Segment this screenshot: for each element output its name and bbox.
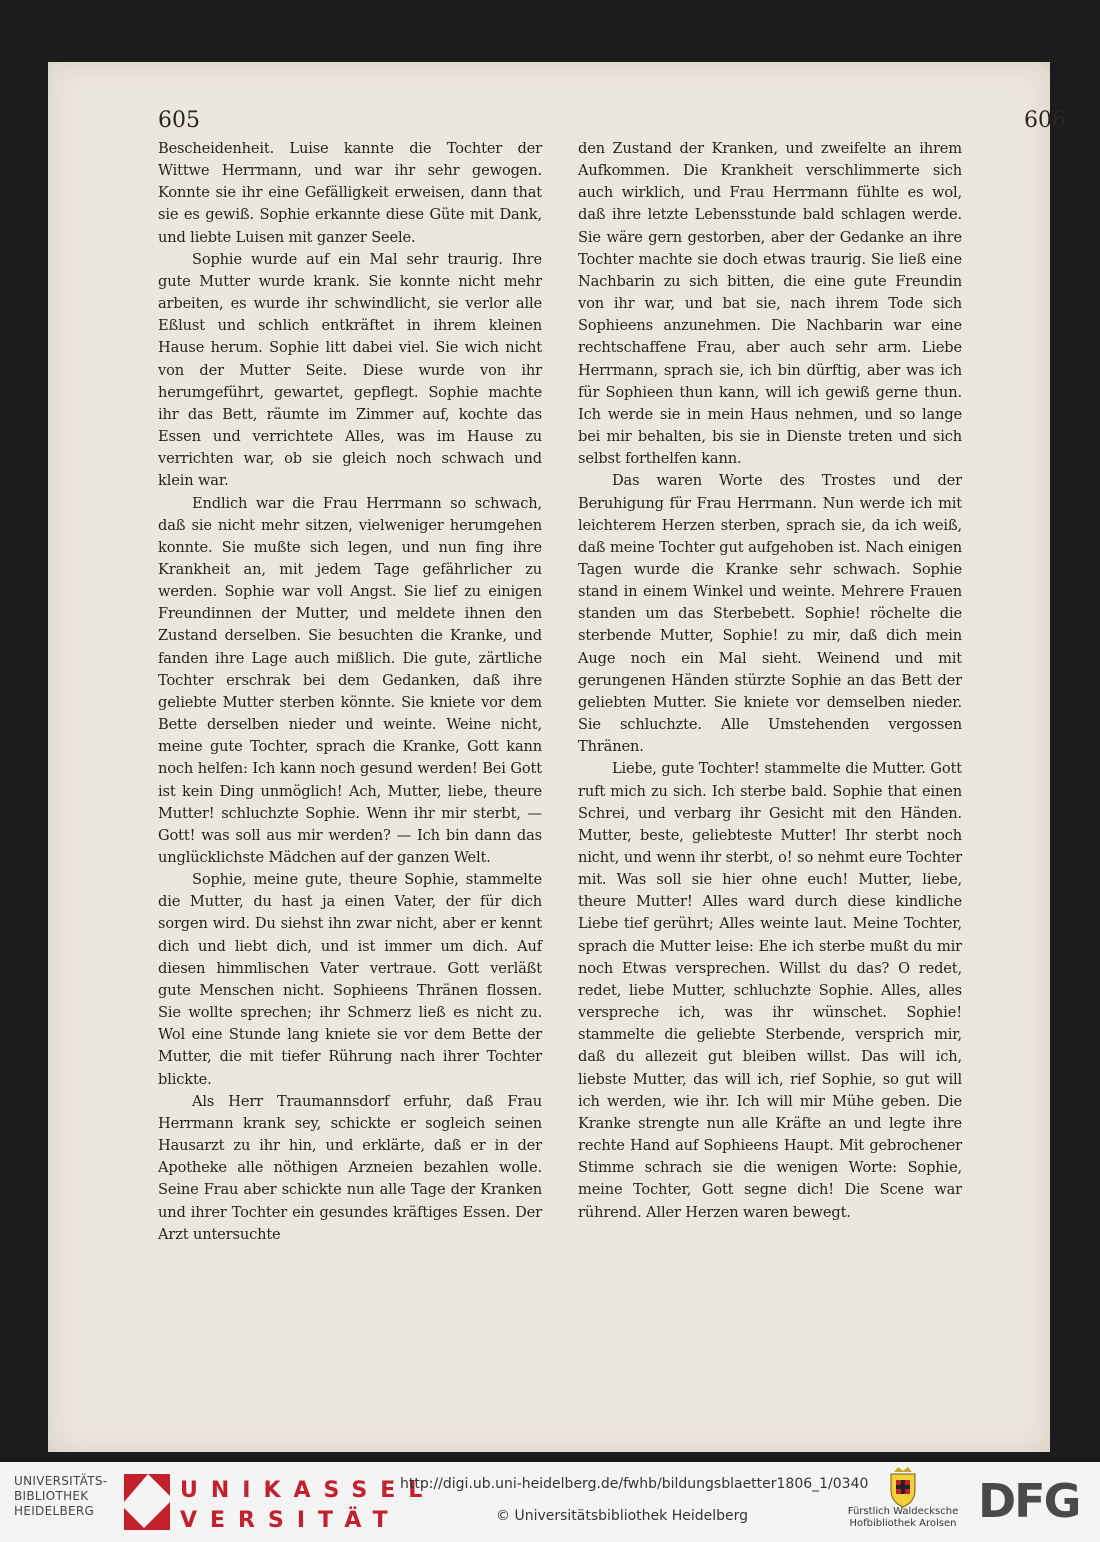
paragraph: Bescheidenheit. Luise kannte die Tochter der Wittwe Herrmann, und war ihr sehr gewogen. Konnte sie ihr eine Gefälligkeit erweisen, dann that sie es gewiß. Sophie erkannte diese Güte mit Dank, und liebte Luisen mit ganzer Seele.: [158, 140, 542, 246]
paragraph: Sophie wurde auf ein Mal sehr traurig. Ihre gute Mutter wurde krank. Sie konnte nicht mehr arbeiten, es wurde ihr schwindlicht, sie verlor alle Eßlust und schlich entkräftet in ihrem kleinen Hause herum. Sophie litt dabei viel. Sie wich nicht von der Mutter Seite. Diese wurde von ihr herumgeführt, gewartet, gepflegt. Sophie machte ihr das Bett, räumte im Zimmer auf, kochte das Essen und verrichtete Alles, was im Hause zu verrichten war, ob sie gleich noch schwach und klein war.: [158, 250, 542, 490]
kassel-university-logo[interactable]: [180, 1476, 435, 1536]
kassel-line-2: VERSITÄT: [180, 1508, 401, 1533]
heidelberg-library-logo[interactable]: [14, 1474, 107, 1519]
left-page-number: 605: [158, 108, 200, 133]
kassel-logo-icon: [118, 1472, 172, 1532]
paragraph: Liebe, gute Tochter! stammelte die Mutter. Gott ruft mich zu sich. Ich sterbe bald. Sophie that einen Schrei, und verbarg ihr Gesicht mit den Händen. Mutter, beste, geliebteste Mutter! Ihr sterbt noch nicht, und wenn ihr sterbt, o! so nehmt eure Tochter mit. Was soll sie hier ohne euch! Mutter, liebe, theure Mutter! Alles ward durch diese kindliche Liebe tief gerührt; Alles weinte laut. Meine Tochter, sprach die Mutter leise: Ehe ich sterbe mußt du mir noch Etwas versprechen. Willst du das? O redet, redet, liebe Mutter, schluchzte Sophie. Alles, alles verspreche ich, was ihr wünschet. Sophie! stammelte die geliebte Sterbende, versprich mir, daß du allezeit gut bleiben willst. Das will ich, liebste Mutter, das will ich, rief Sophie, so gut will ich werden, wie ihr. Ich will mir Mühe geben. Die Kranke strengte nun alle Kräfte an und legte ihre rechte Hand auf Sophieens Haupt. Mit gebrochener Stimme schrach sie die wenigen Worte: Sophie, meine Tochter, Gott segne dich! Die Scene war rührend. Aller Herzen waren bewegt.: [578, 760, 962, 1221]
left-text-column: [158, 138, 542, 1246]
paragraph: Das waren Worte des Trostes und der Beruhigung für Frau Herrmann. Nun werde ich mit leichterem Herzen sterben, sprach sie, da ich weiß, daß meine Tochter gut aufgehoben ist. Nach einigen Tagen wurde die Kranke sehr schwach. Sophie stand in einem Winkel und weinte. Mehrere Frauen standen um das Sterbebett. Sophie! röchelte die sterbende Mutter, Sophie! zu mir, daß dich mein Auge noch ein Mal sieht. Weinend und mit gerungenen Händen stürzte Sophie an das Bett der geliebten Mutter. Sie kniete vor demselben nieder. Sie schluchzte. Alle Umstehenden vergossen Thränen.: [578, 472, 962, 756]
right-page-number: 606: [1024, 108, 1066, 133]
paragraph: Endlich war die Frau Herrmann so schwach, daß sie nicht mehr sitzen, vielweniger herumgehen konnte. Sie mußte sich legen, und nun fing ihre Krankheit an, mit jedem Tage gefährlicher zu werden. Sophie war voll Angst. Sie lief zu einigen Freundinnen der Mutter, und meldete ihnen den Zustand derselben. Sie besuchten die Kranke, und fanden ihre Lage auch mißlich. Die gute, zärtliche Tochter erschrak bei dem Gedanken, daß ihre geliebte Mutter sterben könnte. Sie kniete vor dem Bette derselben nieder und weinte. Weine nicht, meine gute Tochter, sprach die Kranke, Gott kann noch helfen: Ich kann noch gesund werden! Bei Gott ist kein Ding unmöglich! Ach, Mutter, liebe, theure Mutter! schluchzte Sophie. Wenn ihr mir sterbt, — Gott! was soll aus mir werden? — Ich bin dann das unglücklichste Mädchen auf der ganzen Welt.: [158, 494, 542, 866]
library-line: BIBLIOTHEK: [14, 1489, 89, 1503]
library-line: UNIVERSITÄTS-: [14, 1474, 108, 1488]
paragraph: Sophie, meine gute, theure Sophie, stammelte die Mutter, du hast ja einen Vater, der für dich sorgen wird. Du siehst ihn zwar nicht, aber er kennt dich und liebt dich, und ist immer um dich. Auf diesen himmlischen Vater vertraue. Gott verläßt gute Menschen nicht. Sophieens Thränen flossen. Sie wollte sprechen; ihr Schmerz ließ es nicht zu. Wol eine Stunde lang kniete sie vor dem Bette der Mutter, die mit tiefer Rührung nach ihrer Tochter blickte.: [158, 871, 542, 1088]
waldeck-line: Fürstlich Waldecksche: [847, 1506, 959, 1517]
waldeck-library-name: [838, 1506, 968, 1530]
waldeck-crest-icon: [880, 1466, 926, 1508]
kassel-line-1: UNIKASSEL: [180, 1478, 436, 1503]
paragraph: Als Herr Traumannsdorf erfuhr, daß Frau Herrmann krank sey, schickte er sogleich seinen Hausarzt zu ihr hin, und erklärte, daß er in der Apotheke alle nöthigen Arzneien bezahlen wolle. Seine Frau aber schickte nun alle Tage der Kranken und ihrer Tochter ein gesundes kräftiges Essen. Der Arzt untersuchte: [158, 1092, 542, 1243]
dfg-logo[interactable]: DFG: [978, 1474, 1080, 1528]
waldeck-line: Hofbibliothek Arolsen: [849, 1518, 957, 1529]
paragraph: den Zustand der Kranken, und zweifelte an ihrem Aufkommen. Die Krankheit verschlimmerte sich auch wirklich, und Frau Herrmann fühlte es wol, daß ihre letzte Lebensstunde bald schlagen werde. Sie wäre gern gestorben, aber der Gedanke an ihre Tochter machte sie doch etwas traurig. Sie ließ eine Nachbarin zu sich bitten, die eine gute Freundin von ihr war, und bat sie, nach ihrem Tode sich Sophieens anzunehmen. Die Nachbarin war eine rechtschaffene Frau, aber auch sehr arm. Liebe Herrmann, sprach sie, ich bin dürftig, aber was ich für Sophieen thun kann, will ich gewiß gerne thun. Ich werde sie in mein Haus nehmen, und so lange bei mir behalten, bis sie in Dienste treten und sich selbst forthelfen kann.: [578, 140, 962, 468]
footer-bar: [0, 1462, 1100, 1542]
right-text-column: [578, 138, 962, 1224]
permalink-url[interactable]: http://digi.ub.uni-heidelberg.de/fwhb/bildungsblaetter1806_1/0340: [400, 1476, 869, 1492]
copyright-notice: © Universitätsbibliothek Heidelberg: [496, 1508, 749, 1524]
library-line: HEIDELBERG: [14, 1504, 95, 1518]
